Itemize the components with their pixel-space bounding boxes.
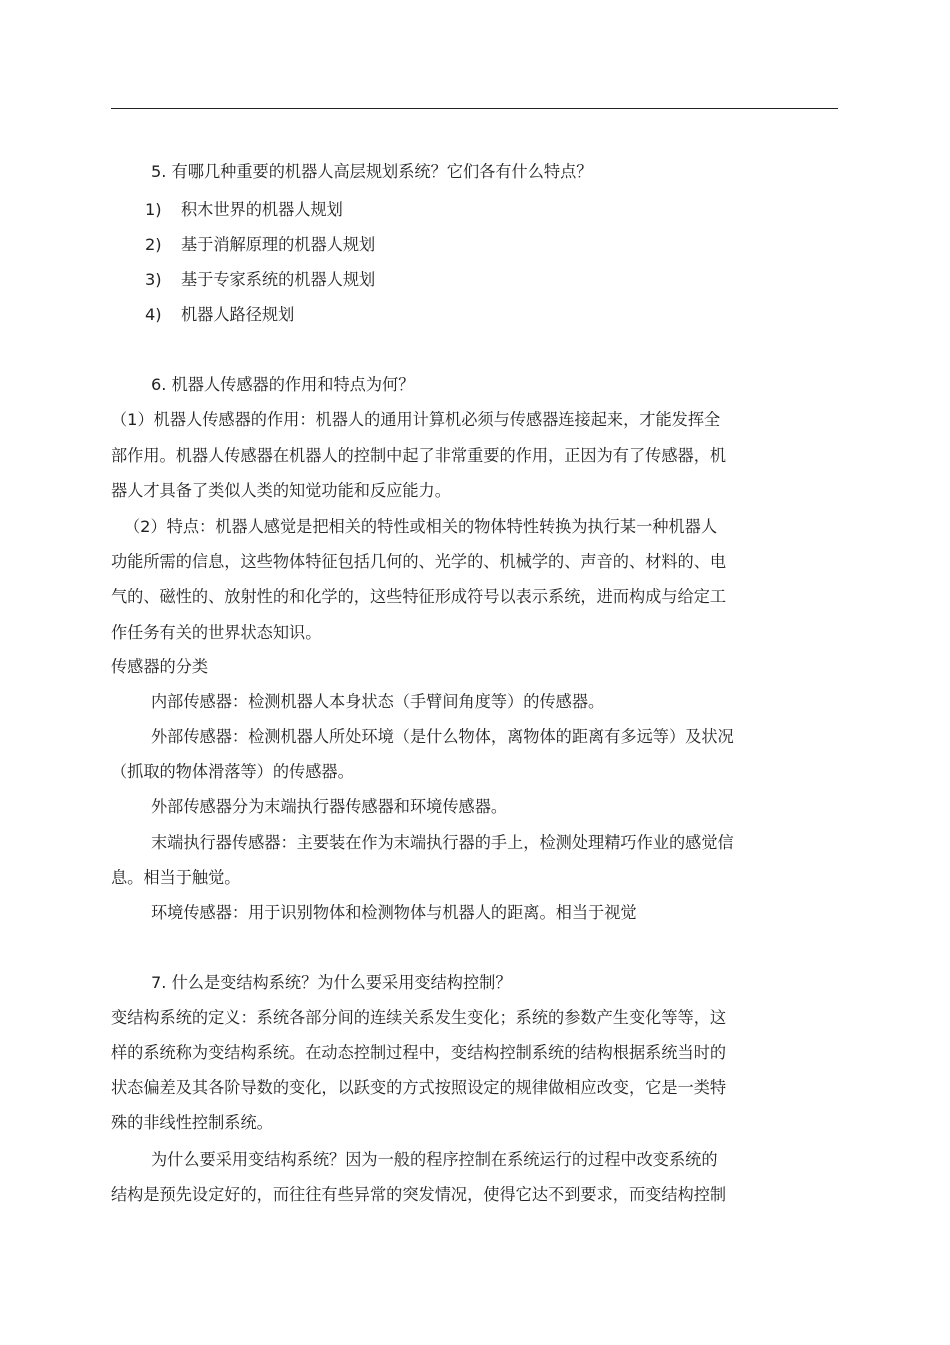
q5-item-4 xyxy=(145,305,835,325)
header-rule xyxy=(111,108,838,109)
q5-title: 5. 有哪几种重要的机器人高层规划系统？它们各有什么特点？ xyxy=(151,162,593,181)
q5-item-text: 基于消解原理的机器人规划 xyxy=(181,235,376,254)
q6-p2-line: 作任务有关的世界状态知识。 xyxy=(111,623,322,642)
q5-item-2 xyxy=(145,235,835,255)
q5-item-num: 4) xyxy=(145,305,162,324)
q6-p2-line: 功能所需的信息，这些物体特征包括几何的、光学的、机械学的、声音的、材料的、电 xyxy=(111,552,727,571)
q7-why-line: 为什么要采用变结构系统？因为一般的程序控制在系统运行的过程中改变系统的 xyxy=(151,1150,718,1169)
q7-definition-line: 样的系统称为变结构系统。在动态控制过程中，变结构控制系统的结构根据系统当时的 xyxy=(111,1043,727,1062)
q7-definition-line: 状态偏差及其各阶导数的变化，以跃变的方式按照设定的规律做相应改变，它是一类特 xyxy=(111,1078,727,1097)
q7-definition-line: 变结构系统的定义：系统各部分间的连续关系发生变化；系统的参数产生变化等等，这 xyxy=(111,1008,727,1027)
q6-p2-line: （2）特点：机器人感觉是把相关的特性或相关的物体特性转换为执行某一种机器人 xyxy=(124,517,718,536)
external-sensor-line: 外部传感器：检测机器人所处环境（是什么物体，离物体的距离有多远等）及状况 xyxy=(151,727,734,746)
internal-sensor-line: 内部传感器：检测机器人本身状态（手臂间角度等）的传感器。 xyxy=(151,692,605,711)
q5-item-text: 机器人路径规划 xyxy=(181,305,295,324)
q6-p1-line: （1）机器人传感器的作用：机器人的通用计算机必须与传感器连接起来，才能发挥全 xyxy=(111,410,721,429)
q6-title: 6. 机器人传感器的作用和特点为何？ xyxy=(151,375,415,394)
q5-item-text: 积木世界的机器人规划 xyxy=(181,200,343,219)
external-split-line: 外部传感器分为末端执行器传感器和环境传感器。 xyxy=(151,797,508,816)
q7-definition-line: 殊的非线性控制系统。 xyxy=(111,1113,273,1132)
end-effector-line: 末端执行器传感器：主要装在作为末端执行器的手上，检测处理精巧作业的感觉信 xyxy=(151,833,734,852)
environment-sensor-line: 环境传感器：用于识别物体和检测物体与机器人的距离。相当于视觉 xyxy=(151,903,637,922)
q5-item-text: 基于专家系统的机器人规划 xyxy=(181,270,376,289)
q5-item-num: 3) xyxy=(145,270,162,289)
q7-title: 7. 什么是变结构系统？为什么要采用变结构控制？ xyxy=(151,973,512,992)
end-effector-line: 息。相当于触觉。 xyxy=(111,868,241,887)
external-sensor-line: （抓取的物体滑落等）的传感器。 xyxy=(111,762,354,781)
q5-item-num: 1) xyxy=(145,200,162,219)
sensor-classify-heading: 传感器的分类 xyxy=(111,657,209,676)
q5-item-num: 2) xyxy=(145,235,162,254)
q6-p2-line: 气的、磁性的、放射性的和化学的，这些特征形成符号以表示系统，进而构成与给定工 xyxy=(111,587,727,606)
q6-p1-line: 器人才具备了类似人类的知觉功能和反应能力。 xyxy=(111,481,451,500)
q7-why-line: 结构是预先设定好的，而往往有些异常的突发情况，使得它达不到要求，而变结构控制 xyxy=(111,1185,727,1204)
q5-item-3 xyxy=(145,270,835,290)
q6-p1-line: 部作用。机器人传感器在机器人的控制中起了非常重要的作用，正因为有了传感器，机 xyxy=(111,446,727,465)
q5-item-1 xyxy=(145,200,835,220)
